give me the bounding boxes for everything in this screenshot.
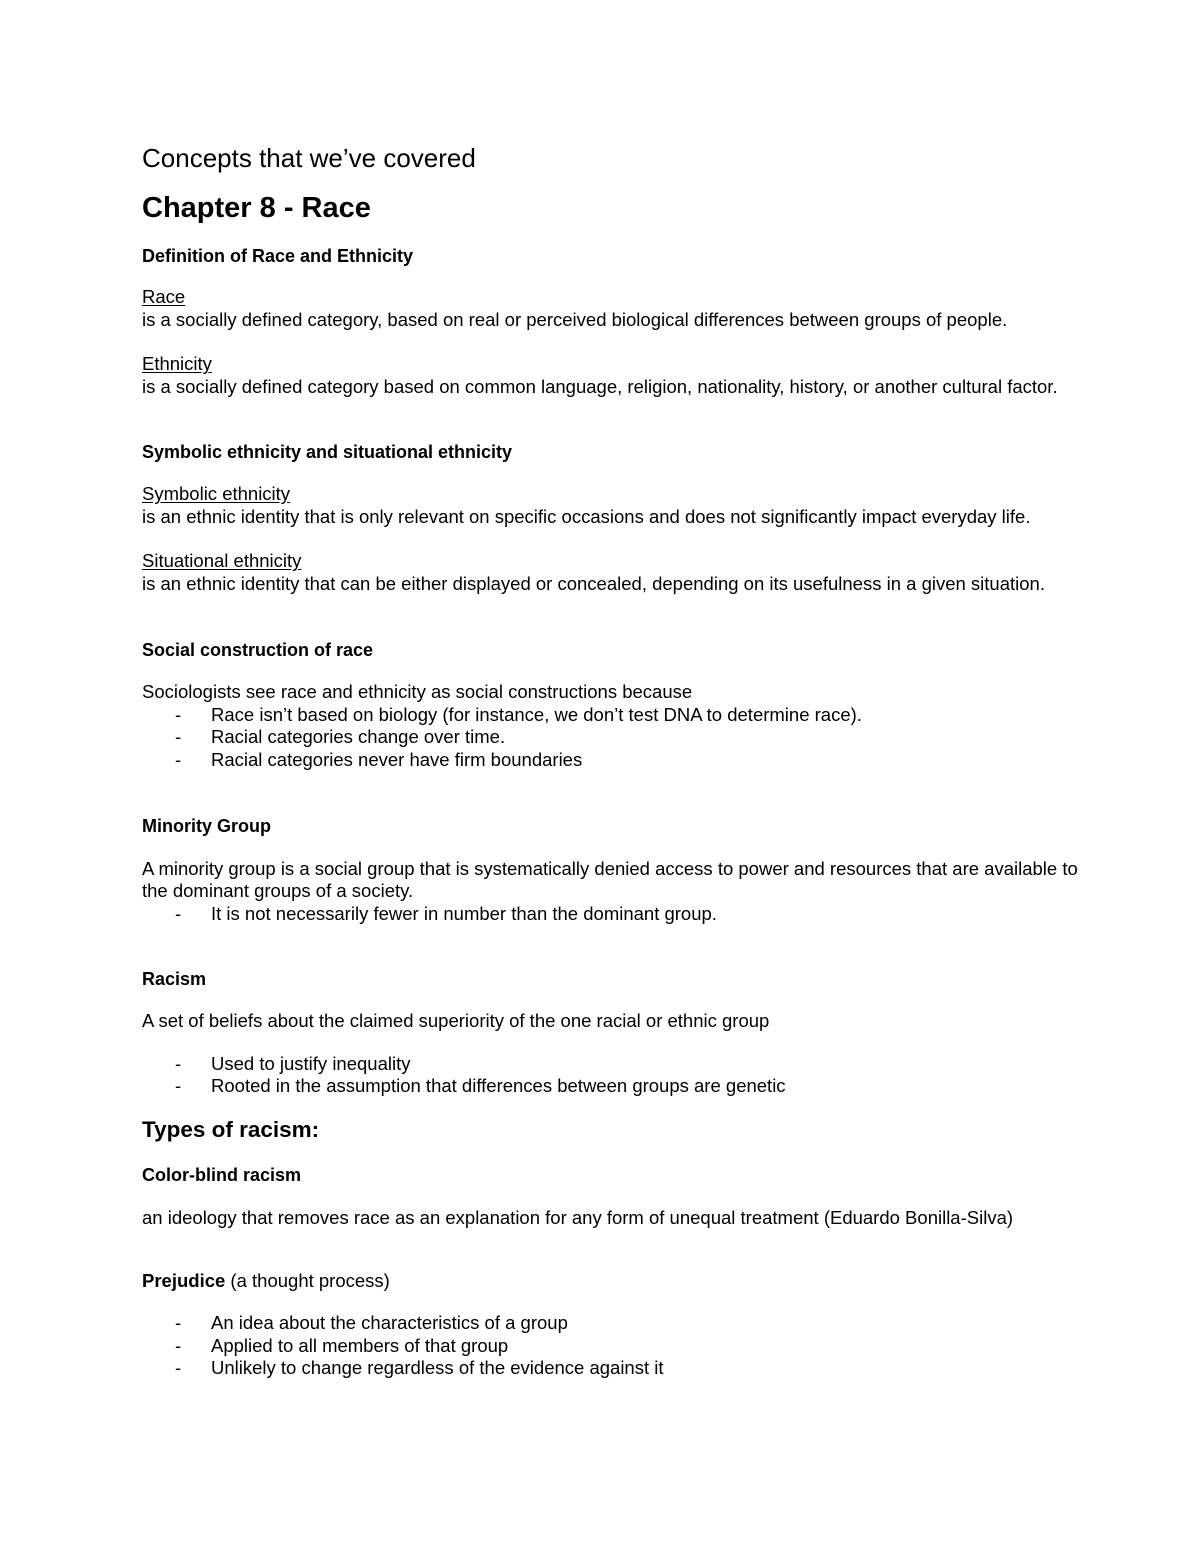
- section-heading-racism: Racism: [142, 969, 207, 989]
- list-item: Unlikely to change regardless of the evidence against it: [211, 1357, 664, 1378]
- definition-race: is a socially defined category, based on real or perceived biological differences between groups of people.: [142, 309, 1008, 330]
- term-race: Race: [142, 286, 186, 307]
- term-situational-ethnicity: Situational ethnicity: [142, 550, 302, 571]
- section-heading-minority-group: Minority Group: [142, 816, 271, 836]
- bullet-marker: -: [175, 1335, 182, 1356]
- prejudice-qualifier: (a thought process): [225, 1270, 390, 1291]
- document-title: Concepts that we’ve covered: [142, 143, 476, 173]
- bullet-marker: -: [175, 726, 182, 747]
- list-item: Racial categories change over time.: [211, 726, 506, 747]
- section-heading-social-construction: Social construction of race: [142, 640, 374, 660]
- list-item: An idea about the characteristics of a group: [211, 1312, 568, 1333]
- bullet-marker: -: [175, 749, 182, 770]
- prejudice-term: Prejudice: [142, 1270, 226, 1291]
- list-item: Rooted in the assumption that differences between groups are genetic: [211, 1075, 786, 1096]
- bullet-marker: -: [175, 1075, 182, 1096]
- racism-definition: A set of beliefs about the claimed superiority of the one racial or ethnic group: [142, 1010, 770, 1031]
- list-item: Race isn’t based on biology (for instance, we don’t test DNA to determine race).: [211, 704, 862, 725]
- list-item: Racial categories never have firm boundaries: [211, 749, 583, 770]
- bullet-marker: -: [175, 1357, 182, 1378]
- minority-group-definition-line2: the dominant groups of a society.: [142, 880, 414, 901]
- bullet-marker: -: [175, 903, 182, 924]
- bullet-marker: -: [175, 704, 182, 725]
- definition-situational-ethnicity: is an ethnic identity that can be either displayed or concealed, depending on its usefulness in a given situation.: [142, 573, 1045, 594]
- list-item: Used to justify inequality: [211, 1053, 411, 1074]
- section-heading-race-ethnicity: Definition of Race and Ethnicity: [142, 246, 414, 266]
- section-heading-types-of-racism: Types of racism:: [142, 1117, 320, 1142]
- color-blind-racism-definition: an ideology that removes race as an explanation for any form of unequal treatment (Eduardo Bonilla-Silva): [142, 1207, 1014, 1228]
- chapter-title: Chapter 8 - Race: [142, 192, 371, 224]
- section-heading-color-blind-racism: Color-blind racism: [142, 1165, 302, 1185]
- term-symbolic-ethnicity: Symbolic ethnicity: [142, 483, 291, 504]
- bullet-marker: -: [175, 1312, 182, 1333]
- term-ethnicity: Ethnicity: [142, 353, 212, 374]
- list-item: Applied to all members of that group: [211, 1335, 509, 1356]
- list-item: It is not necessarily fewer in number than the dominant group.: [211, 903, 717, 924]
- prejudice-heading: [142, 1270, 390, 1292]
- bullet-marker: -: [175, 1053, 182, 1074]
- social-construction-intro: Sociologists see race and ethnicity as social constructions because: [142, 681, 693, 702]
- minority-group-definition-line1: A minority group is a social group that is systematically denied access to power and resources that are available to: [142, 858, 1078, 879]
- section-heading-symbolic-situational: Symbolic ethnicity and situational ethnicity: [142, 442, 513, 462]
- definition-symbolic-ethnicity: is an ethnic identity that is only relevant on specific occasions and does not significantly impact everyday life.: [142, 506, 1031, 527]
- definition-ethnicity: is a socially defined category based on common language, religion, nationality, history, or another cultural factor.: [142, 376, 1058, 397]
